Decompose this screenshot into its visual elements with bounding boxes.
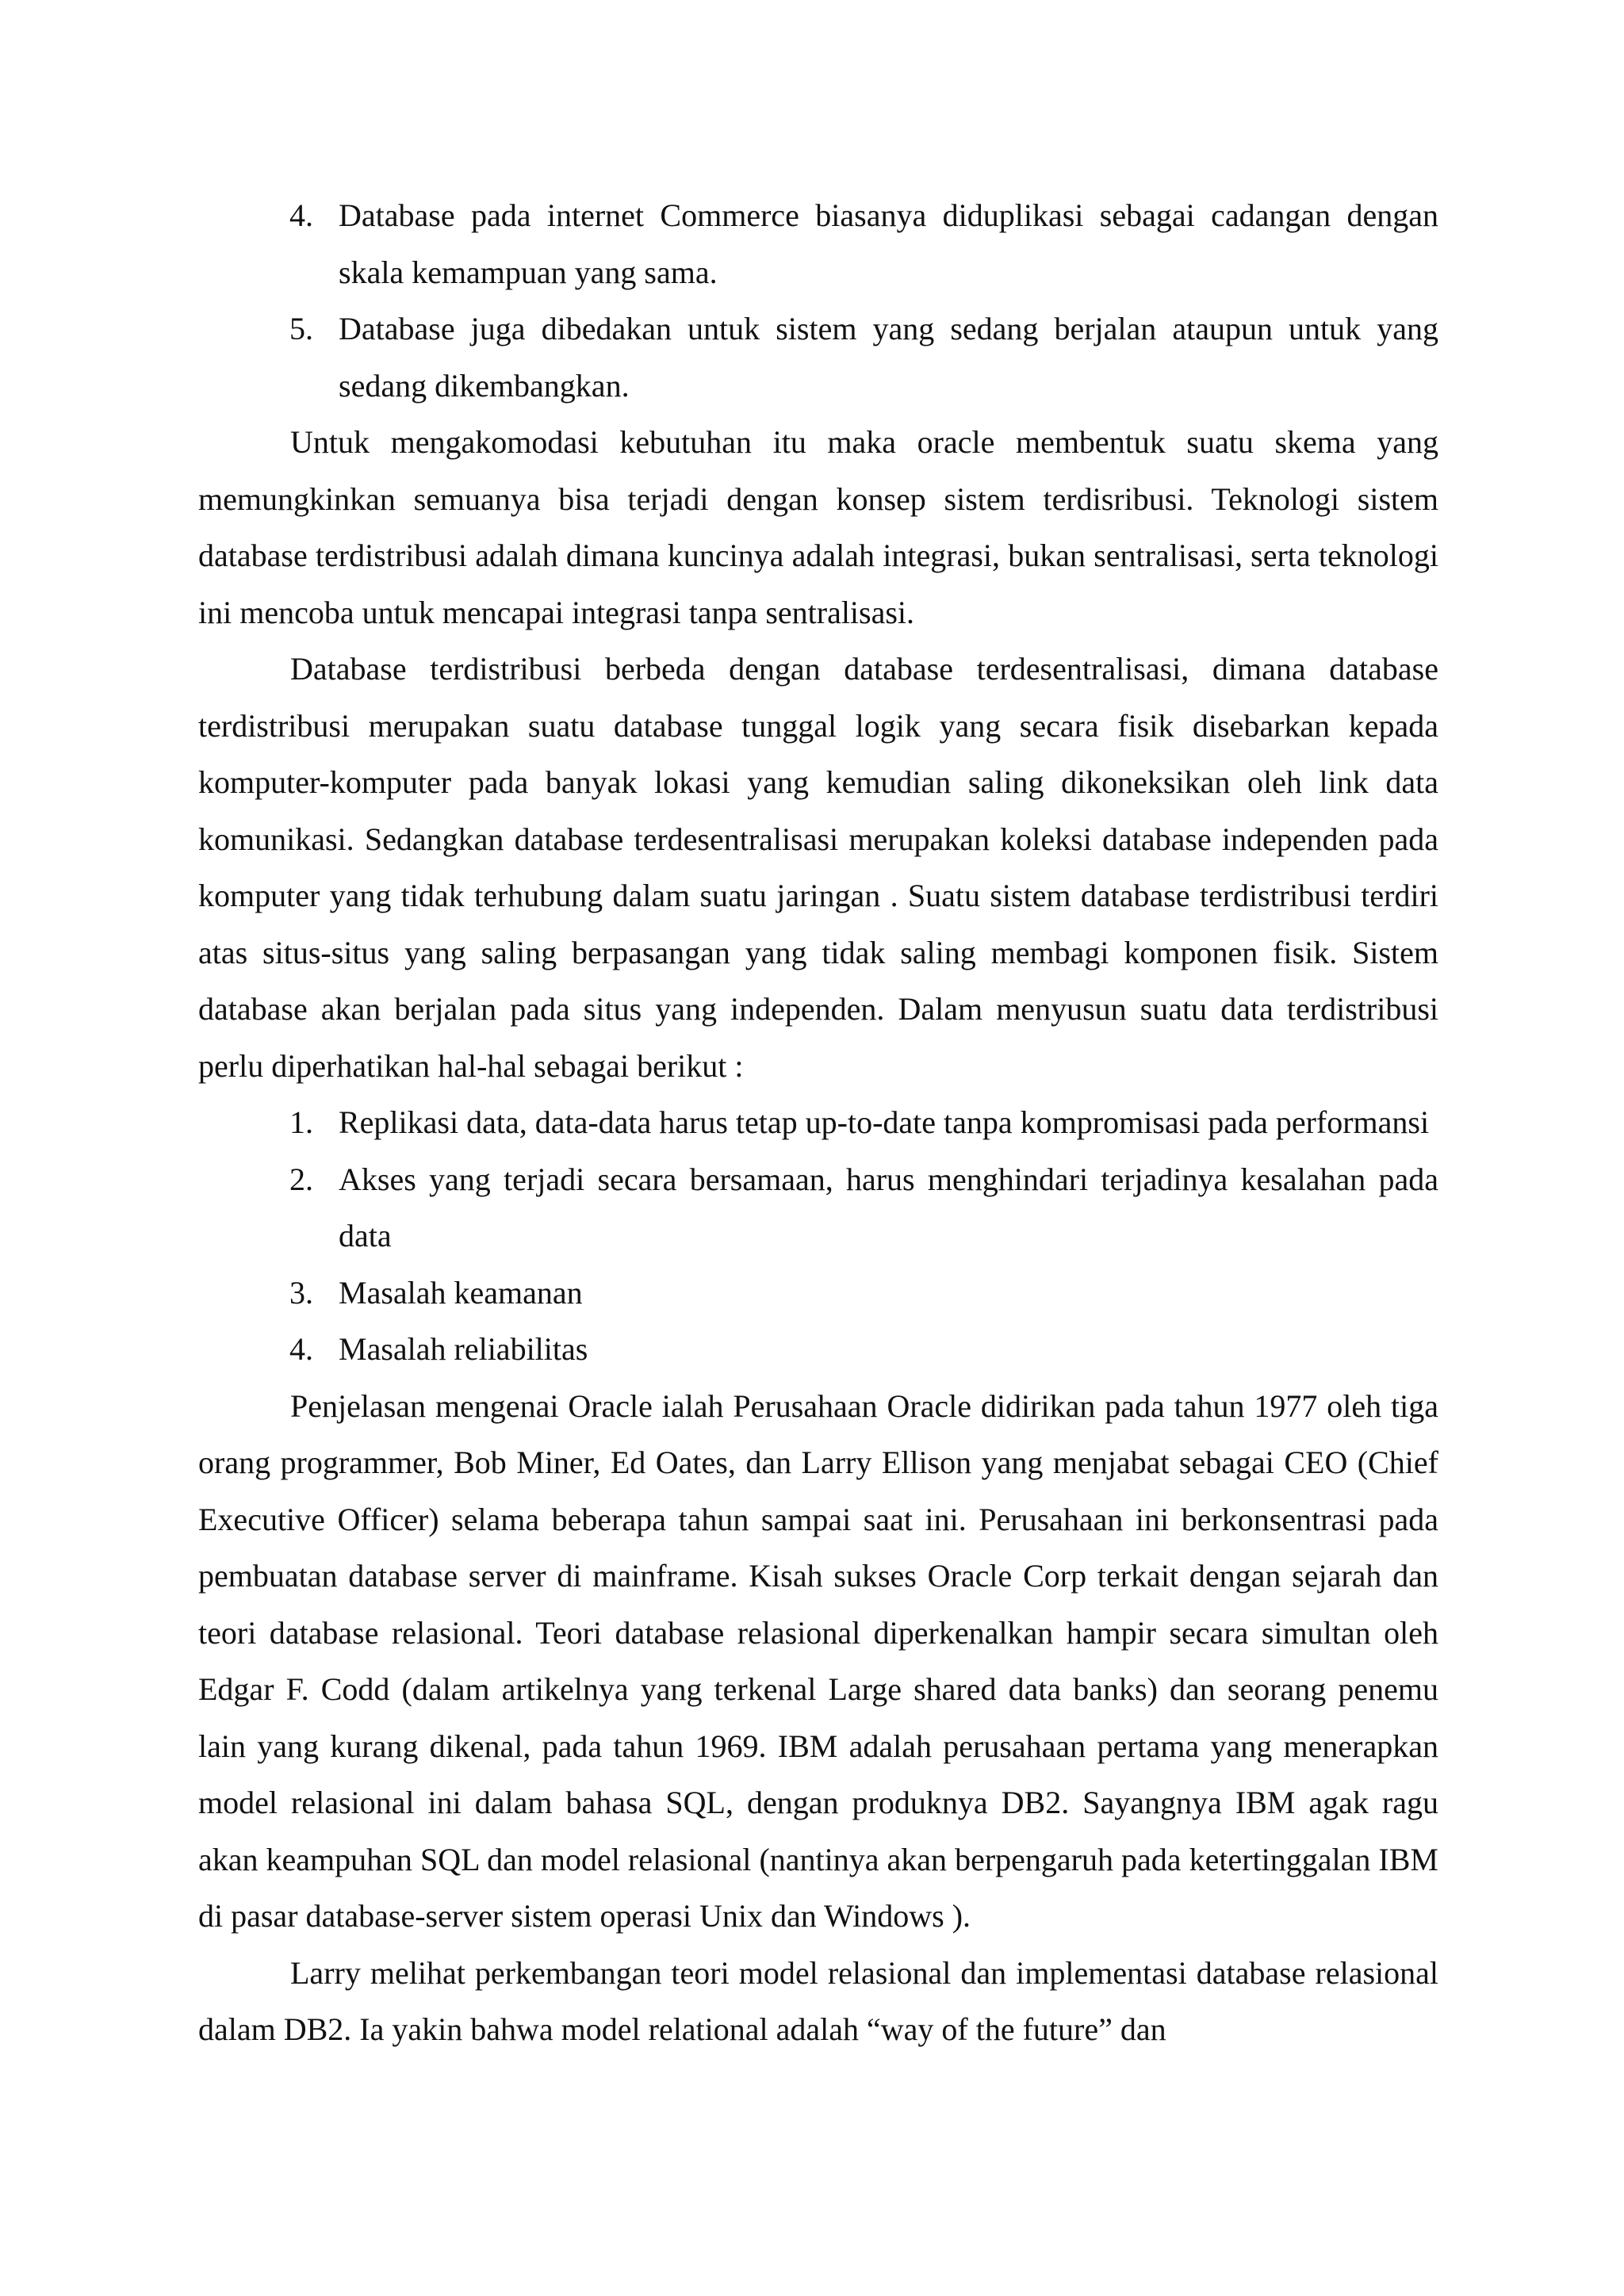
list-text: Database juga dibedakan untuk sistem yang sedang berjalan ataupun untuk yang sedang dikembangkan. bbox=[339, 311, 1438, 404]
list-number: 3. bbox=[289, 1274, 313, 1311]
paragraph-larry-relational: Larry melihat perkembangan teori model relasional dan implementasi database relasional dalam DB2. Ia yakin bahwa model relational adalah “way of the future” dan bbox=[198, 1954, 1438, 2047]
list-number: 4. bbox=[289, 1331, 313, 1367]
list-item bbox=[289, 1094, 1438, 1151]
list-text: Database pada internet Commerce biasanya diduplikasi sebagai cadangan dengan skala kemampuan yang sama. bbox=[339, 197, 1438, 290]
list-item bbox=[289, 300, 1438, 414]
list-item bbox=[289, 1321, 1438, 1378]
paragraph-distributed-vs-decentralized: Database terdistribusi berbeda dengan database terdesentralisasi, dimana database terdistribusi merupakan suatu database tunggal logik yang secara fisik disebarkan kepada komputer-komputer pada banyak lokasi yang kemudian saling dikoneksikan oleh link data komunikasi. Sedangkan database terdesentralisasi merupakan koleksi database independen pada komputer yang tidak terhubung dalam suatu jaringan . Suatu sistem database terdistribusi terdiri atas situs-situs yang saling berpasangan yang tidak saling membagi komponen fisik. Sistem database akan berjalan pada situs yang independen. Dalam menyusun suatu data terdistribusi perlu diperhatikan hal-hal sebagai berikut : bbox=[198, 651, 1438, 1084]
list-number: 4. bbox=[289, 197, 313, 233]
list-text: Masalah keamanan bbox=[339, 1274, 583, 1311]
paragraph-distributed-schema: Untuk mengakomodasi kebutuhan itu maka oracle membentuk suatu skema yang memungkinkan semuanya bisa terjadi dengan konsep sistem terdisribusi. Teknologi sistem database terdistribusi adalah dimana kuncinya adalah integrasi, bukan sentralisasi, serta teknologi ini mencoba untuk mencapai integrasi tanpa sentralisasi. bbox=[198, 424, 1438, 630]
list-number: 1. bbox=[289, 1104, 313, 1140]
paragraph-oracle-history: Penjelasan mengenai Oracle ialah Perusahaan Oracle didirikan pada tahun 1977 oleh tiga orang programmer, Bob Miner, Ed Oates, dan Larry Ellison yang menjabat sebagai CEO (Chief Executive Officer) selama beberapa tahun sampai saat ini. Perusahaan ini berkonsentrasi pada pembuatan database server di mainframe. Kisah sukses Oracle Corp terkait dengan sejarah dan teori database relasional. Teori database relasional diperkenalkan hampir secara simultan oleh Edgar F. Codd (dalam artikelnya yang terkenal Large shared data banks) dan seorang penemu lain yang kurang dikenal, pada tahun 1969. IBM adalah perusahaan pertama yang menerapkan model relasional ini dalam bahasa SQL, dengan produknya DB2. Sayangnya IBM agak ragu akan keampuhan SQL dan model relasional (nantinya akan berpengaruh pada ketertinggalan IBM di pasar database-server sistem operasi Unix dan Windows ). bbox=[198, 1387, 1438, 1934]
list-text: Replikasi data, data-data harus tetap up-to-date tanpa kompromisasi pada performansi bbox=[339, 1104, 1430, 1140]
list-number: 2. bbox=[289, 1161, 313, 1197]
page-content bbox=[198, 187, 1438, 2058]
list-considerations bbox=[198, 1094, 1438, 1378]
list-item bbox=[289, 187, 1438, 300]
list-text: Akses yang terjadi secara bersamaan, harus menghindari terjadinya kesalahan pada data bbox=[339, 1161, 1438, 1253]
list-item bbox=[289, 1265, 1438, 1322]
list-item bbox=[289, 1151, 1438, 1265]
list-continuation bbox=[198, 187, 1438, 414]
list-number: 5. bbox=[289, 311, 313, 346]
list-text: Masalah reliabilitas bbox=[339, 1331, 588, 1367]
